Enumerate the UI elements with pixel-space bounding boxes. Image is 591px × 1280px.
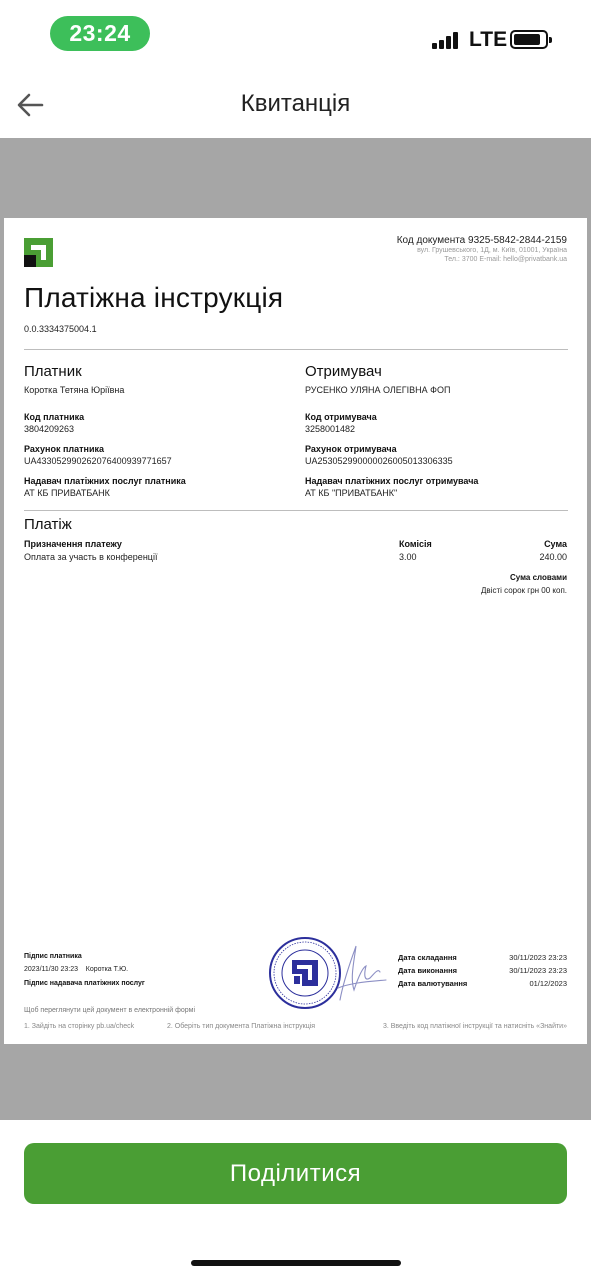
recipient-heading: Отримувач bbox=[305, 363, 382, 380]
payer-sign-value: 2023/11/30 23:23 Коротка Т.Ю. bbox=[24, 966, 129, 973]
amount-label: Сума bbox=[544, 539, 567, 549]
home-indicator[interactable] bbox=[191, 1260, 401, 1266]
footer-step-1: 1. Зайдіть на сторінку pb.ua/check bbox=[24, 1023, 135, 1030]
payer-sign-label: Підпис платника bbox=[24, 953, 82, 960]
battery-icon bbox=[510, 30, 548, 49]
recipient-code-label: Код отримувача bbox=[305, 412, 377, 422]
recipient-provider: АТ КБ "ПРИВАТБАНК" bbox=[305, 488, 398, 498]
recipient-provider-label: Надавач платіжних послуг отримувача bbox=[305, 476, 479, 486]
provider-sign-label: Підпис надавача платіжних послуг bbox=[24, 980, 145, 987]
executed-date: 30/11/2023 23:23 bbox=[509, 966, 567, 975]
payer-section bbox=[24, 363, 294, 499]
status-bar bbox=[0, 0, 591, 70]
payer-account-label: Рахунок платника bbox=[24, 444, 104, 454]
payer-account: UA433052990262076400939771657 bbox=[24, 456, 172, 466]
recipient-account: UA253052990000026005013306335 bbox=[305, 456, 453, 466]
nav-bar bbox=[0, 70, 591, 138]
value-date: 01/12/2023 bbox=[529, 979, 567, 988]
document-preview-area[interactable] bbox=[0, 138, 591, 1120]
recipient-code: 3258001482 bbox=[305, 424, 356, 434]
value-date-label: Дата валютування bbox=[398, 979, 468, 988]
privatbank-logo bbox=[24, 238, 53, 267]
recipient-account-label: Рахунок отримувача bbox=[305, 444, 397, 454]
commission-label: Комісія bbox=[399, 539, 432, 549]
executed-date-label: Дата виконання bbox=[398, 966, 458, 975]
bottom-action-area bbox=[0, 1120, 591, 1280]
document-code: Код документа 9325-5842-2844-2159 bbox=[396, 235, 567, 246]
payer-heading: Платник bbox=[24, 363, 82, 380]
amount-value: 240.00 bbox=[539, 552, 567, 562]
created-date: 30/11/2023 23:23 bbox=[509, 953, 567, 962]
divider bbox=[24, 510, 568, 511]
payer-provider-label: Надавач платіжних послуг платника bbox=[24, 476, 186, 486]
document-meta bbox=[397, 235, 567, 264]
signature-scribble bbox=[330, 938, 388, 1008]
payer-provider: АТ КБ ПРИВАТБАНК bbox=[24, 488, 110, 498]
footer-note: Щоб переглянути цей документ в електронній формі bbox=[24, 1007, 196, 1014]
payer-code-label: Код платника bbox=[24, 412, 85, 422]
signal-icon bbox=[432, 31, 462, 49]
commission-value: 3.00 bbox=[399, 552, 417, 562]
amount-words-label: Сума словами bbox=[509, 573, 567, 582]
footer-step-3: 3. Введіть код платіжної інструкції та натисніть «Знайти» bbox=[382, 1023, 567, 1030]
footer-step-2: 2. Оберіть тип документа Платіжна інструкція bbox=[167, 1023, 316, 1030]
purpose-label: Призначення платежу bbox=[24, 539, 122, 549]
amount-words-value: Двісті сорок грн 00 коп. bbox=[481, 586, 567, 595]
document-title: Платіжна інструкція bbox=[24, 282, 284, 313]
payer-code: 3804209263 bbox=[24, 424, 75, 434]
receipt-document bbox=[4, 218, 587, 1044]
divider bbox=[24, 349, 568, 350]
created-date-label: Дата складання bbox=[398, 953, 457, 962]
payer-name: Коротка Тетяна Юріївна bbox=[24, 385, 125, 395]
document-number: 0.0.3334375004.1 bbox=[24, 324, 97, 334]
share-button[interactable]: Поділитися bbox=[24, 1143, 567, 1204]
status-time: 23:24 bbox=[50, 16, 150, 51]
recipient-section bbox=[305, 363, 575, 499]
page-title: Квитанція bbox=[240, 90, 351, 117]
bank-contacts: Тел.: 3700 E-mail: hello@privatbank.ua bbox=[444, 256, 567, 263]
recipient-name: РУСЕНКО УЛЯНА ОЛЕГІВНА ФОП bbox=[305, 385, 451, 395]
network-type: LTE bbox=[469, 28, 508, 51]
payment-heading: Платіж bbox=[24, 516, 72, 533]
purpose-value: Оплата за участь в конференції bbox=[24, 552, 158, 562]
bank-address: вул. Грушевського, 1Д, м. Київ, 01001, Україна bbox=[417, 247, 567, 254]
